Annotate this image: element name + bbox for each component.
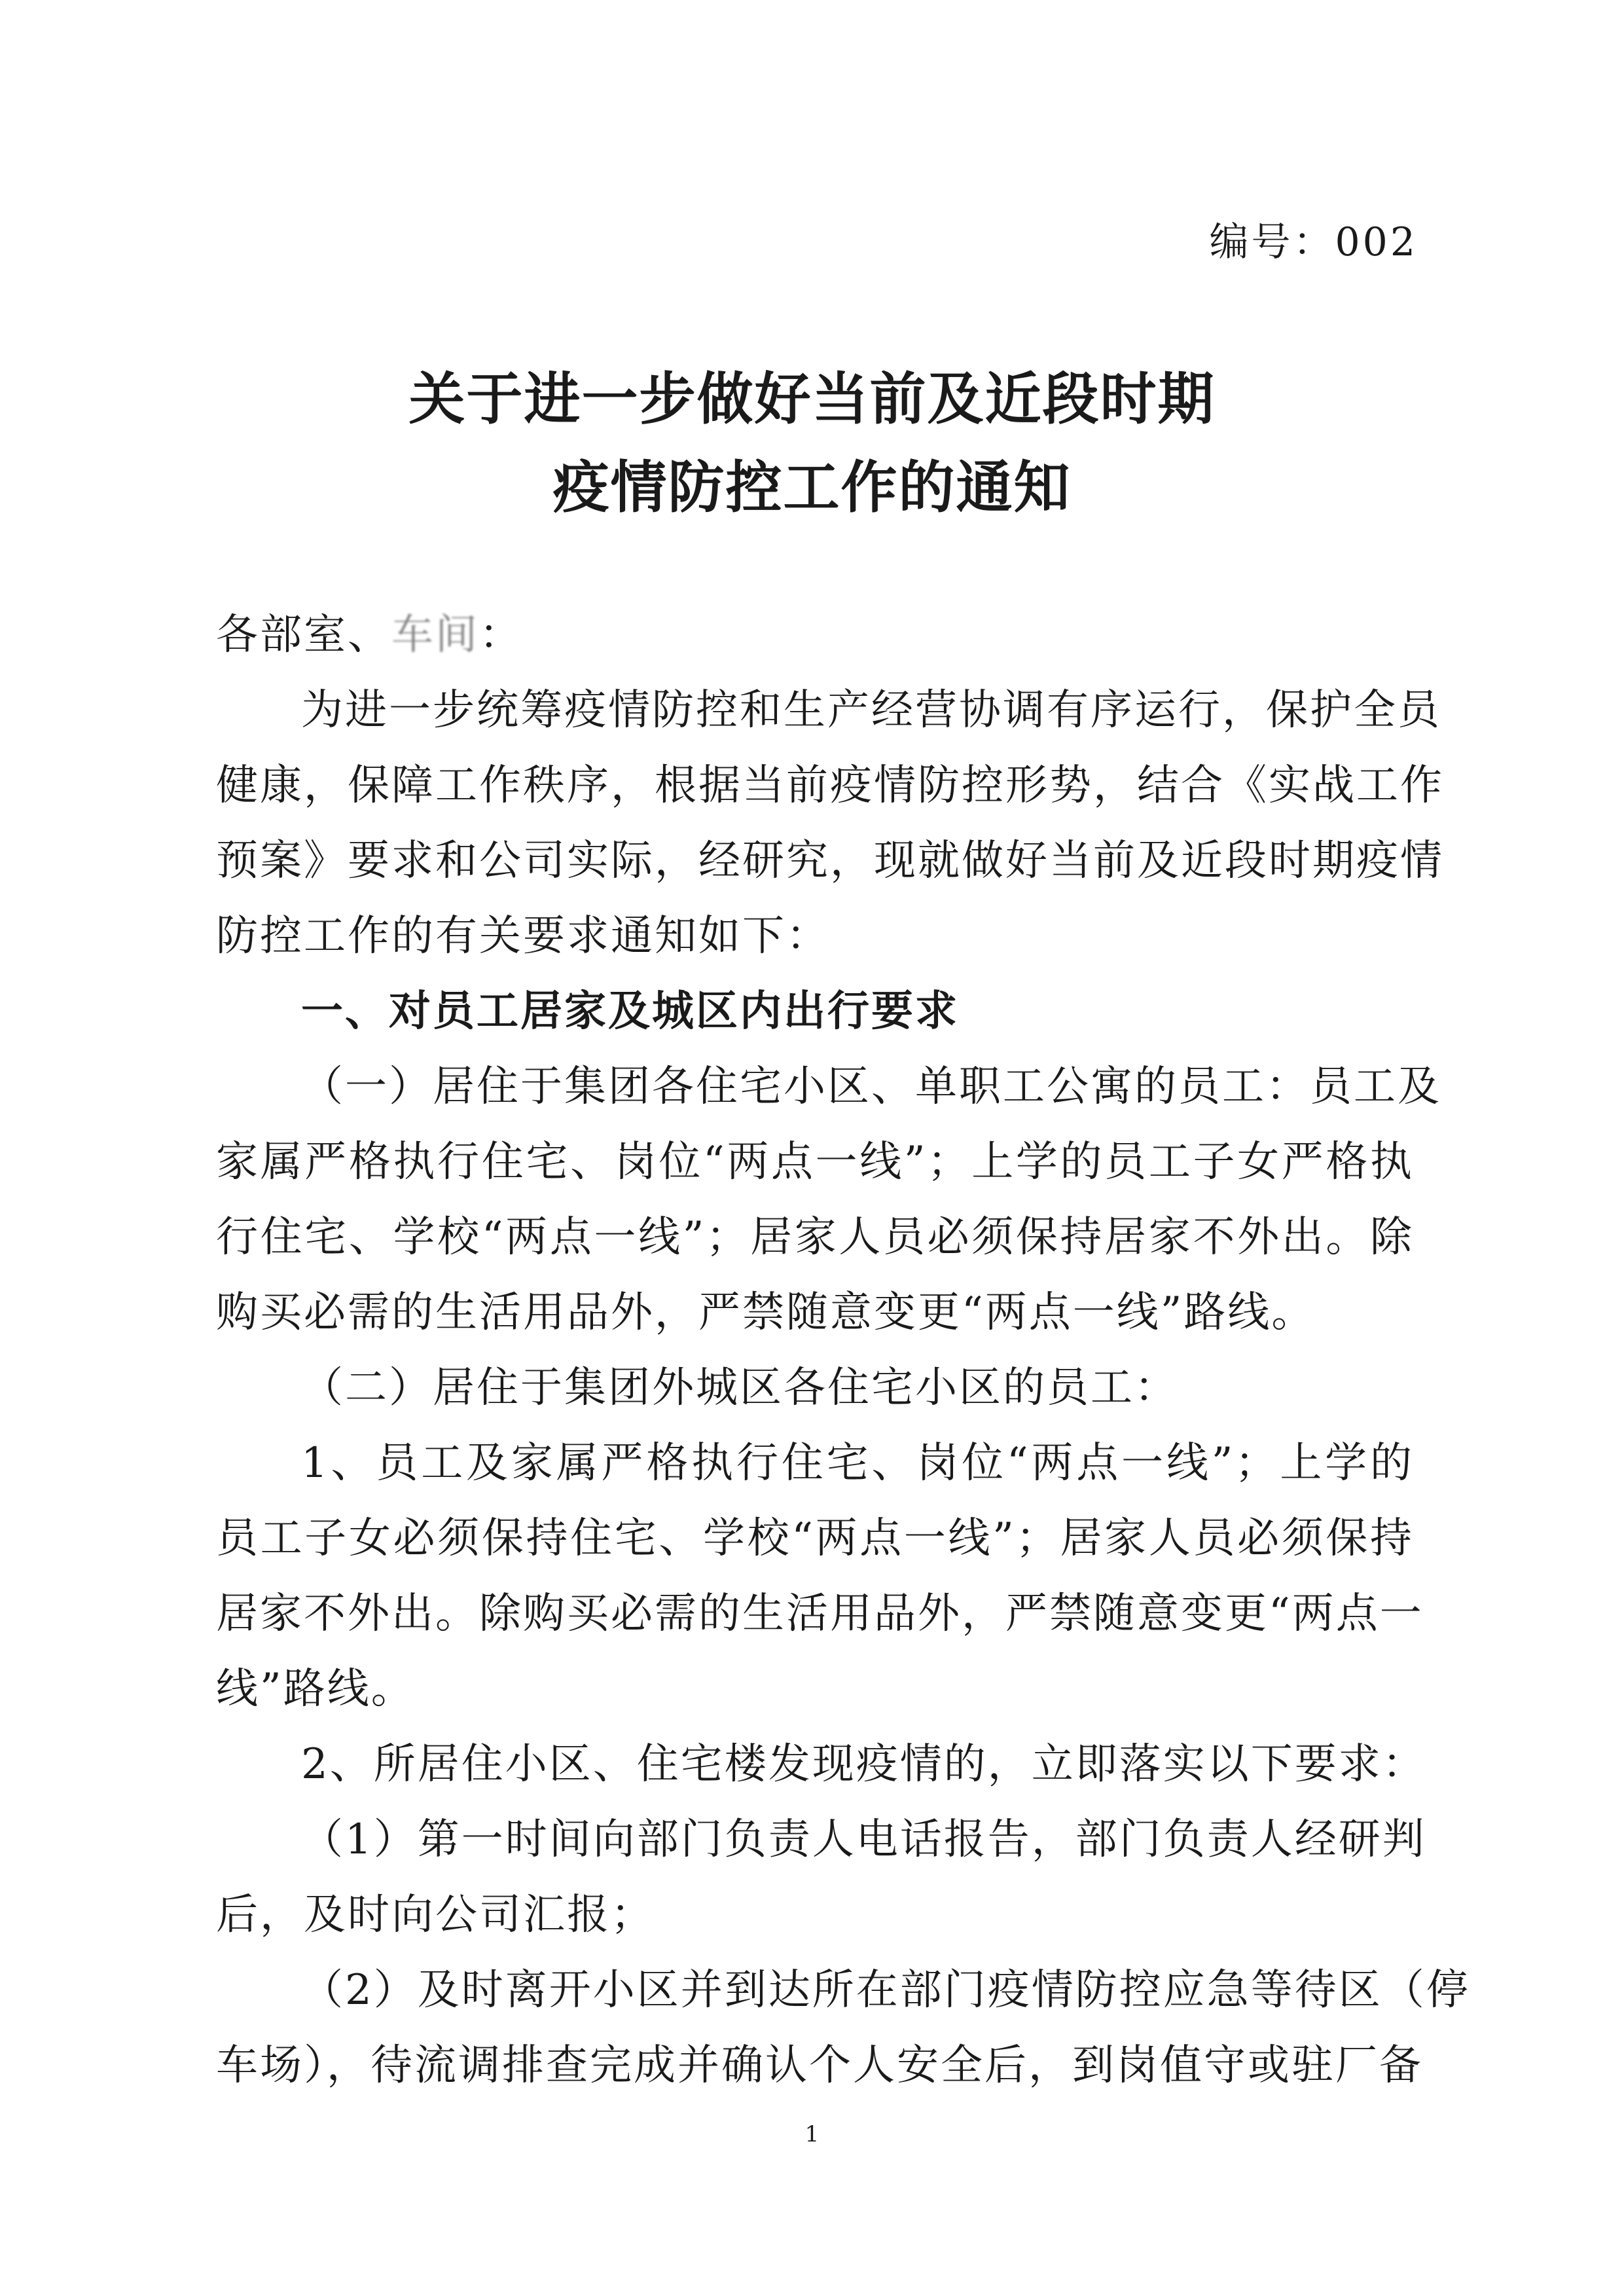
salutation-prefix: 各部室、 bbox=[216, 611, 391, 659]
body-line: 居家不外出。除购买必需的生活用品外，严禁随意变更“两点一 bbox=[216, 1590, 1424, 1638]
body-line: 员工子女必须保持住宅、学校“两点一线”；居家人员必须保持 bbox=[216, 1514, 1414, 1563]
document-number: 编号：002 bbox=[1209, 219, 1418, 265]
salutation-redacted: 车间 bbox=[391, 611, 479, 659]
body-line: 预案》要求和公司实际，经研究，现就做好当前及近段时期疫情 bbox=[216, 837, 1444, 885]
section-heading: 一、对员工居家及城区内出行要求 bbox=[301, 987, 959, 1036]
page-number: 1 bbox=[804, 2121, 820, 2147]
document-title-line-1: 关于进一步做好当前及近段时期 bbox=[408, 367, 1216, 432]
body-line: （2）及时离开小区并到达所在部门疫情防控应急等待区（停 bbox=[301, 1966, 1470, 2014]
body-line: 家属严格执行住宅、岗位“两点一线”；上学的员工子女严格执 bbox=[216, 1138, 1414, 1186]
body-line: （1）第一时间向部门负责人电话报告，部门负责人经研判 bbox=[301, 1815, 1426, 1864]
body-line: 行住宅、学校“两点一线”；居家人员必须保持居家不外出。除 bbox=[216, 1213, 1414, 1262]
document-title-line-2: 疫情防控工作的通知 bbox=[552, 455, 1072, 520]
body-line: 2、所居住小区、住宅楼发现疫情的，立即落实以下要求： bbox=[301, 1740, 1426, 1789]
body-line: 健康，保障工作秩序，根据当前疫情防控形势，结合《实战工作 bbox=[216, 761, 1444, 810]
body-line: 车场），待流调排查完成并确认个人安全后，到岗值守或驻厂备 bbox=[216, 2041, 1423, 2090]
body-line: （一）居住于集团各住宅小区、单职工公寓的员工：员工及 bbox=[301, 1063, 1441, 1111]
body-line: 后，及时向公司汇报； bbox=[216, 1891, 655, 1939]
body-line: 为进一步统筹疫情防控和生产经营协调有序运行，保护全员 bbox=[301, 686, 1441, 735]
body-line: 购买必需的生活用品外，严禁随意变更“两点一线”路线。 bbox=[216, 1288, 1316, 1337]
body-line: 防控工作的有关要求通知如下： bbox=[216, 912, 830, 960]
salutation bbox=[216, 609, 523, 661]
subsection-heading: （二）居住于集团外城区各住宅小区的员工： bbox=[301, 1364, 1178, 1412]
body-line: 1、员工及家属严格执行住宅、岗位“两点一线”；上学的 bbox=[301, 1439, 1414, 1487]
salutation-suffix: ： bbox=[479, 611, 523, 659]
body-line: 线”路线。 bbox=[216, 1665, 415, 1713]
